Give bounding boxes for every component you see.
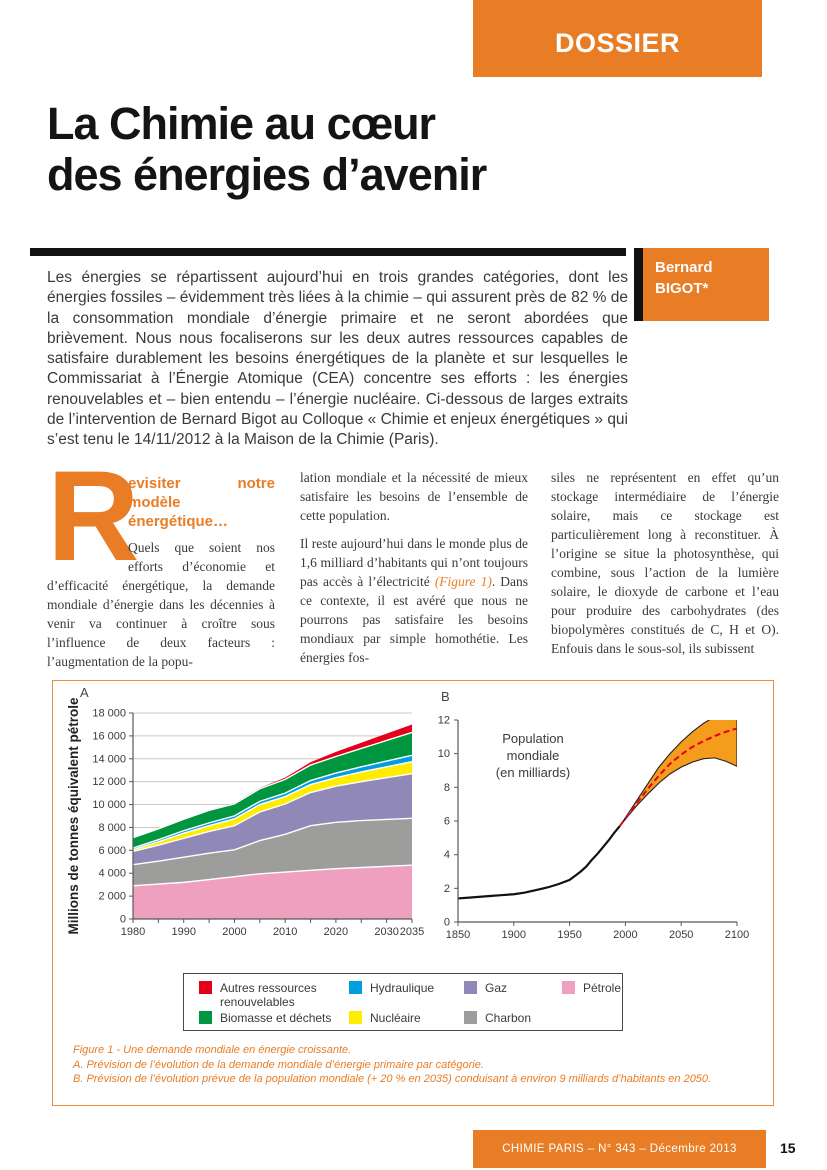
legend-label: Gaz [485,981,508,995]
author-box [643,248,769,321]
body-text: Il reste aujourd’hui dans le monde plus de 1,6 milliard d’habitants qui n’ont toujours pas accès à l’électricité [300,536,528,589]
population-uncertainty-band [620,712,737,826]
article-column-1 [47,445,275,680]
legend-label: Charbon [485,1011,532,1025]
intro-paragraph: Les énergies se répartissent aujourd’hui en trois grandes catégories, dont les énergies fossiles – évidemment très liées à la chimie – qui assurent près de 82 % de la consommation mondiale d’énergie primaire et ne seront abordées que brièvement. Nous nous focaliserons sur les deux autres ressources capables de satisfaire durablement les besoins énergétiques de la planète et sur lesquelles le Commissariat à l’Énergie Atomique (CEA) concentre ses efforts : les énergies renouvelables et – bien entendu – l’énergie nucléaire. Ci-dessous de larges extraits de l’intervention de Bernard Bigot au Colloque « Chimie et enjeux énergétiques » qui s’est tenu le 14/11/2012 à la Maison de la Chimie (Paris). [47,269,628,449]
article-column-3 [551,468,779,667]
svg-text:12: 12 [437,714,450,727]
svg-text:14 000: 14 000 [92,753,126,766]
figure-caption [73,1043,753,1087]
svg-text:6: 6 [443,815,450,828]
body-paragraph: Quels que soient nos efforts d’économie et d’efficacité énergétique, la demande mondiale d’énergie dans les décennies à venir va continuer à croître sous l’influence de deux facteurs : l’augmentation de la popu- [47,540,275,669]
journal-footer-text: CHIMIE PARIS – N° 343 – Décembre 2013 [502,1143,737,1155]
svg-text:10: 10 [437,748,450,761]
legend-label: Autres ressources renouvelables [220,981,317,1009]
figure-1-reference: (Figure 1) [434,574,492,589]
legend-swatch [464,1011,477,1024]
dossier-label: DOSSIER [554,28,681,58]
svg-text:0: 0 [443,916,450,929]
svg-text:0: 0 [119,913,126,926]
legend-swatch [349,981,362,994]
svg-text:2020: 2020 [323,926,349,938]
population-annotation: mondiale [506,748,560,763]
svg-text:2 000: 2 000 [98,890,126,903]
dropcap-letter: R [47,445,140,588]
legend-label: Biomasse et déchets [220,1011,332,1025]
population-annotation: Population [502,731,564,746]
svg-text:2030: 2030 [374,926,399,938]
svg-text:18 000: 18 000 [92,707,126,720]
legend-item [199,1011,331,1025]
svg-text:2000: 2000 [613,929,638,941]
figure-legend [183,973,623,1031]
author-last-name: BIGOT* [655,280,709,297]
legend-swatch [199,1011,212,1024]
author-first-name: Bernard [655,259,713,276]
svg-text:4: 4 [443,849,450,862]
svg-text:16 000: 16 000 [92,730,126,743]
legend-label: Hydraulique [370,981,435,995]
svg-text:8: 8 [443,781,450,794]
figure-1-charts [53,681,773,1105]
legend-item [349,981,434,995]
population-history-line [458,826,620,898]
dossier-banner [473,0,762,77]
body-paragraph [300,534,528,667]
horizontal-rule [30,248,626,256]
svg-text:1850: 1850 [445,929,471,941]
svg-text:12 000: 12 000 [92,776,126,789]
svg-text:1980: 1980 [120,926,146,938]
legend-label: Nucléaire [370,1011,421,1025]
figure-1-box [52,680,774,1106]
svg-text:4 000: 4 000 [98,867,126,880]
svg-text:2100: 2100 [724,929,750,941]
svg-text:2035: 2035 [399,926,425,938]
svg-text:1950: 1950 [557,929,582,941]
population-annotation: (en milliards) [495,765,571,780]
legend-item [464,1011,531,1025]
page-title [47,98,486,200]
svg-text:6 000: 6 000 [98,844,126,857]
figure-caption-line2: A. Prévision de l’évolution de la demande mondiale d’énergie primaire par catégorie. [73,1058,484,1071]
section-heading-line2: énergétique… [128,513,229,530]
page-title-line2: des énergies d’avenir [47,149,487,200]
legend-swatch [349,1011,362,1024]
legend-swatch [199,981,212,994]
panel-label-a: A [80,685,89,700]
article-column-2 [300,468,528,676]
panel-label-b: B [441,689,450,704]
svg-text:2010: 2010 [272,926,298,938]
svg-text:10 000: 10 000 [92,799,126,812]
svg-text:2: 2 [443,882,450,895]
figure-caption-line1: Figure 1 - Une demande mondiale en énergie croissante. [73,1044,352,1056]
section-heading-line1: evisiter notre modèle [128,475,275,511]
svg-text:1990: 1990 [171,926,196,938]
body-paragraph: lation mondiale et la nécessité de mieux satisfaire les besoins de l’ensemble de cette population. [300,470,528,523]
legend-swatch [562,981,575,994]
legend-swatch [464,981,477,994]
journal-footer [473,1130,766,1168]
author-accent-bar [634,248,643,321]
svg-text:8 000: 8 000 [98,821,126,834]
svg-text:1900: 1900 [501,929,527,941]
y-axis-title-a: Millions de tonnes équivalent pétrole [66,697,81,935]
legend-item [349,1011,421,1025]
svg-text:2000: 2000 [222,926,247,938]
body-paragraph: siles ne représentent en effet qu’un stockage intermédiaire de l’énergie solaire, mais ce stockage est particulièrement long à reconstituer. À l’origine se situe la photosynthèse, qui combine, sous l’action de la lumière solaire, le dioxyde de carbone et l’eau pour produire des carbohydrates (des biopolymères constitués de C, H et O). Enfouis dans le sous-sol, ils subissent [551,470,779,656]
page-number: 15 [780,1140,796,1156]
svg-text:2050: 2050 [668,929,694,941]
page-title-line1: La Chimie au cœur [47,98,436,149]
legend-label: Pétrole [583,981,622,995]
legend-item [199,981,338,1009]
body-text: . Dans ce contexte, il est avéré que nous ne pourrons pas satisfaire les besoins mondiaux par simple homothétie. Les énergies fos- [300,574,529,665]
figure-caption-line3: B. Prévision de l’évolution prévue de la population mondiale (+ 20 % en 2035) conduisant à environ 9 milliards d’habitants en 2050. [73,1073,712,1085]
legend-item [562,981,621,995]
legend-item [464,981,507,995]
